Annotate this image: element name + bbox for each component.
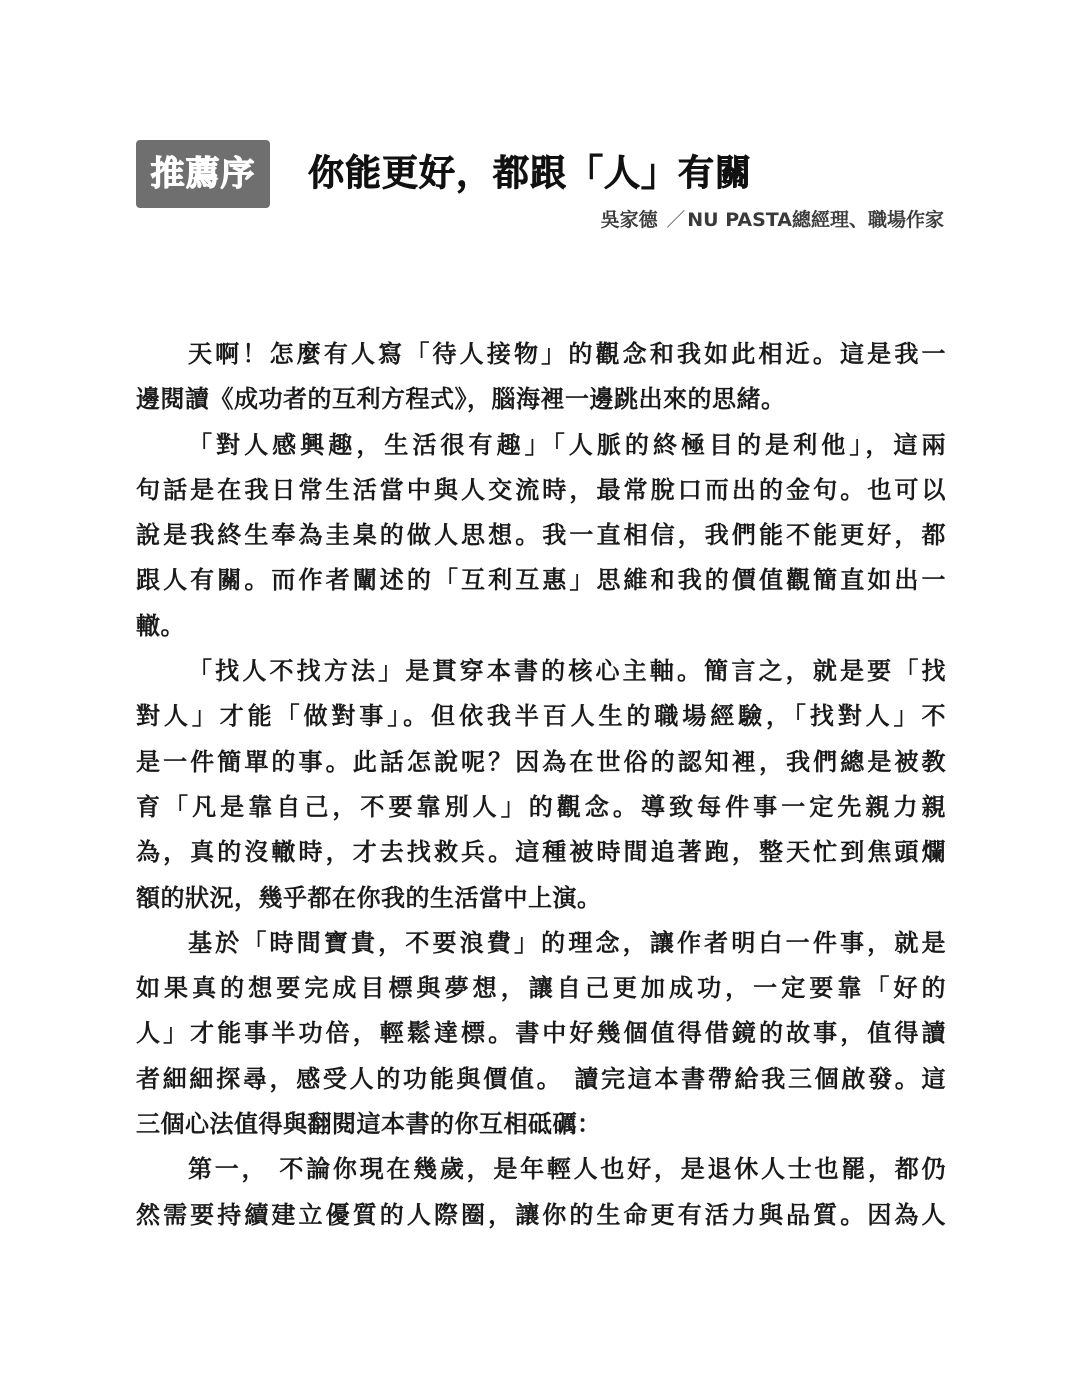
body-line: 額的狀況，幾乎都在你我的生活當中上演。 — [136, 883, 602, 912]
body-line: 如果真的想要完成目標與夢想，讓自己更加成功，一定要靠「好的 — [136, 974, 946, 1003]
body-line: 「找人不找方法」是貫穿本書的核心主軸。簡言之，就是要「找 — [188, 657, 946, 686]
body-line: 跟人有關。而作者闡述的「互利互惠」思維和我的價值觀簡直如出一 — [136, 566, 946, 595]
body-line: 是一件簡單的事。此話怎說呢？因為在世俗的認知裡，我們總是被教 — [136, 747, 946, 776]
body-line: 句話是在我日常生活當中與人交流時，最常脫口而出的金句。也可以 — [136, 475, 946, 504]
body-line: 天啊！怎麼有人寫「待人接物」的觀念和我如此相近。這是我一 — [188, 340, 946, 368]
author-role: NU PASTA總經理、職場作家 — [687, 209, 944, 231]
body-line: 者細細探尋，感受人的功能與價值。 讀完這本書帶給我三個啟發。這 — [136, 1064, 946, 1093]
body-line: 第一， 不論你現在幾歲，是年輕人也好，是退休人士也罷，都仍 — [188, 1155, 946, 1184]
body-line: 轍。 — [136, 611, 185, 640]
byline-separator: ／ — [666, 210, 686, 231]
body-line: 育「凡是靠自己，不要靠別人」的觀念。導致每件事一定先親力親 — [136, 792, 946, 821]
page-title: 你能更好，都跟「人」有關 — [308, 153, 753, 194]
body-line: 基於「時間寶貴，不要浪費」的理念，讓作者明白一件事，就是 — [188, 928, 946, 957]
body-line: 對人」才能「做對事」。但依我半百人生的職場經驗，「找對人」不 — [136, 702, 946, 731]
body-line: 人」才能事半功倍，輕鬆達標。書中好幾個值得借鏡的故事，值得讀 — [136, 1019, 946, 1048]
body-line: 「對人感興趣，生活很有趣」「人脈的終極目的是利他」，這兩 — [188, 430, 946, 459]
body-line: 三個心法值得與翻閱這本書的你互相砥礪： — [136, 1110, 602, 1139]
body-line: 然需要持續建立優質的人際圈，讓你的生命更有活力與品質。因為人 — [136, 1200, 946, 1229]
body-line: 邊閱讀《成功者的互利方程式》，腦海裡一邊跳出來的思緒。 — [136, 385, 786, 414]
body-line: 為，真的沒轍時，才去找救兵。這種被時間追著跑，整天忙到焦頭爛 — [136, 838, 946, 867]
author-name: 吳家德 — [600, 209, 658, 231]
byline — [601, 204, 944, 236]
section-badge: 推薦序 — [136, 140, 270, 208]
body-line: 說是我終生奉為圭臬的做人思想。我一直相信，我們能不能更好，都 — [136, 521, 946, 550]
body-text — [136, 332, 946, 1238]
